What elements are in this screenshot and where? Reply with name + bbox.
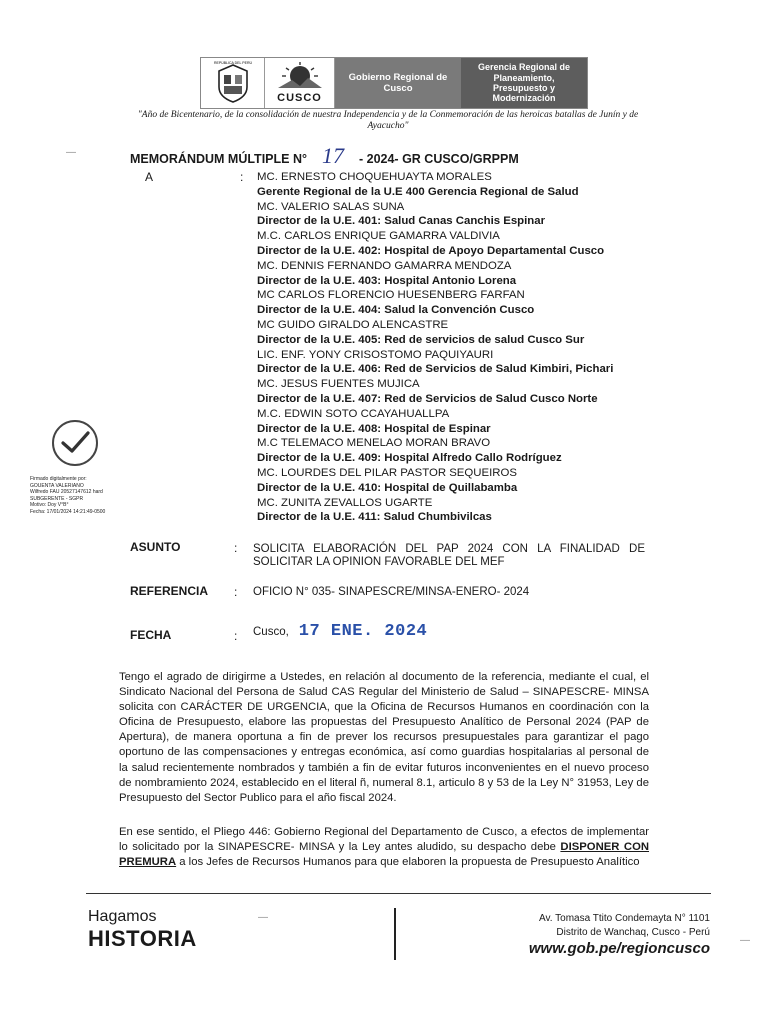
footer-address-line-1: Av. Tomasa Ttito Condemayta N° 1101 — [539, 913, 710, 924]
memo-suffix: - 2024- GR CUSCO/GRPPM — [358, 152, 519, 166]
fecha-date-stamp: 17 ENE. 2024 — [298, 622, 428, 641]
recipient-title: Director de la U.E. 406: Red de Servicios de Salud Kimbiri, Pichari — [257, 363, 614, 376]
recipient-title: Director de la U.E. 405: Red de servicios de salud Cusco Sur — [257, 333, 585, 346]
recipient-name: MC GUIDO GIRALDO ALENCASTRE — [257, 318, 449, 331]
footer-divider — [86, 893, 711, 894]
recipient-name: LIC. ENF. YONY CRISOSTOMO PAQUIYAURI — [257, 348, 494, 361]
stamp-line: GOUENTA VALERIANO — [30, 482, 84, 489]
fecha-colon: : — [234, 629, 238, 643]
fecha-label: FECHA — [130, 628, 172, 642]
footer-hagamos: Hagamos — [88, 908, 157, 925]
referencia-value: OFICIO N° 035- SINAPESCRE/MINSA-ENERO- 2024 — [253, 586, 530, 598]
footer-vertical-bar — [394, 908, 396, 960]
memo-title — [130, 143, 519, 169]
scan-mark: — — [258, 912, 268, 923]
recipient-name: M.C TELEMACO MENELAO MORAN BRAVO — [257, 437, 491, 450]
referencia-colon: : — [234, 585, 238, 599]
cusco-logo-text: CUSCO — [277, 92, 322, 104]
recipient-title: Director de la U.E. 404: Salud la Convención Cusco — [257, 304, 535, 317]
recipient-name: MC. DENNIS FERNANDO GAMARRA MENDOZA — [257, 259, 512, 272]
year-slogan: "Año de Bicentenario, de la consolidación de nuestra Independencia y de la Conmemoración de las heroicas batallas de Junín y de Ayacucho" — [137, 110, 639, 132]
recipient-title: Director de la U.E. 401: Salud Canas Canchis Espinar — [257, 215, 546, 228]
footer-address-line-2: Distrito de Wanchaq, Cusco - Perú — [556, 927, 710, 938]
stamp-line: Wilfredo FAU 20527147612 hard — [30, 489, 103, 496]
body-p2-end: a los Jefes de Recursos Humanos para que elaboren la propuesta de Presupuesto Analítico — [179, 856, 640, 869]
recipient-name: MC. ERNESTO CHOQUEHUAYTA MORALES — [257, 171, 492, 183]
recipient-name: M.C. EDWIN SOTO CCAYAHUALLPA — [257, 407, 450, 420]
asunto-label: ASUNTO — [130, 540, 181, 554]
stamp-line: Firmado digitalmente por: — [30, 476, 87, 482]
gerencia-label: Gerencia Regional de Planeamiento, Presupuesto y Modernización — [461, 58, 587, 108]
svg-text:REPÚBLICA DEL PERÚ: REPÚBLICA DEL PERÚ — [213, 61, 252, 65]
recipient-title: Director de la U.E. 408: Hospital de Espinar — [257, 422, 491, 435]
scan-mark: — — [66, 147, 76, 158]
referencia-label: REFERENCIA — [130, 584, 209, 598]
body-paragraph-2 — [119, 825, 649, 870]
recipient-name: MC. LOURDES DEL PILAR PASTOR SEQUEIROS — [257, 466, 517, 479]
recipient-title: Gerente Regional de la U.E 400 Gerencia Regional de Salud — [257, 185, 579, 198]
addressee-label: A — [145, 170, 154, 184]
body-p2-start: En ese sentido, el Pliego 446: Gobierno Regional del Departamento de Cusco, a efectos de implementar lo solicitado por la SINAPESCRE- MINSA y la Ley antes aludido, su despacho debe — [119, 826, 649, 854]
asunto-value: SOLICITA ELABORACIÓN DEL PAP 2024 CON LA FINALIDAD DE SOLICITAR LA OPINION FAVORABLE DEL MEF — [253, 543, 645, 568]
recipient-name: M.C. CARLOS ENRIQUE GAMARRA VALDIVIA — [257, 230, 500, 243]
signature-stamp-text — [30, 476, 120, 516]
fecha-value — [253, 622, 427, 641]
stamp-line: Fecha: 17/01/2024 14:21:49-0500 — [30, 508, 106, 515]
body-p2-emphasis: DISPONER CON PREMURA — [119, 841, 650, 869]
gobierno-regional-label: Gobierno Regional de Cusco — [335, 58, 461, 108]
recipient-list — [257, 170, 637, 525]
memo-number-handwritten: 17 — [321, 143, 344, 168]
fecha-city: Cusco, — [253, 626, 289, 638]
asunto-colon: : — [234, 541, 238, 555]
footer-website: www.gob.pe/regioncusco — [528, 940, 710, 957]
stamp-line: SUBGERENTE - SGPR — [30, 495, 84, 502]
recipient-title: Director de la U.E. 409: Hospital Alfredo Callo Rodríguez — [257, 452, 562, 465]
recipient-title: Director de la U.E. 411: Salud Chumbivilcas — [257, 511, 492, 524]
header-logo-band — [200, 57, 588, 109]
recipient-name: MC. ZUNITA ZEVALLOS UGARTE — [257, 496, 433, 509]
recipient-name: MC CARLOS FLORENCIO HUESENBERG FARFAN — [257, 289, 525, 302]
recipient-title: Director de la U.E. 410: Hospital de Quillabamba — [257, 481, 518, 494]
scan-mark: — — [740, 935, 750, 946]
recipient-title: Director de la U.E. 403: Hospital Antonio Lorena — [257, 274, 517, 287]
checkmark-icon — [52, 420, 98, 466]
recipient-title: Director de la U.E. 402: Hospital de Apoyo Departamental Cusco — [257, 244, 605, 257]
stamp-line: Motivo: Doy V°B° — [30, 502, 69, 509]
footer-historia: HISTORIA — [88, 926, 197, 951]
recipient-name: MC. JESUS FUENTES MUJICA — [257, 378, 420, 391]
digital-signature-stamp — [30, 420, 120, 516]
memo-prefix: MEMORÁNDUM MÚLTIPLE N° — [130, 152, 307, 166]
addressee-colon: : — [240, 170, 244, 184]
recipient-title: Director de la U.E. 407: Red de Servicios de Salud Cusco Norte — [257, 392, 598, 405]
cusco-region-logo — [265, 58, 335, 108]
recipient-name: MC. VALERIO SALAS SUNA — [257, 200, 405, 213]
peru-seal-logo — [201, 58, 265, 108]
body-paragraph-1: Tengo el agrado de dirigirme a Ustedes, en relación al documento de la referencia, mediante el cual, el Sindicato Nacional del Persona de Salud CAS Regular del Ministerio de Salud – SINAPESCRE- MINSA solicita con CARÁCTER DE URGENCIA, que la Oficina de Recursos Humanos en coordinación con la Oficina de Presupuesto, elabore las propuestas del Presupuesto Analítico de Personal 2024 (PAP de Apertura), de manera oportuna a fin de prever los recursos presupuestales para garantizar el pago oportuno de las compensaciones y entregas económica, así como guardias hospitalarias al personal de la salud recientemente nombrados y también a fin de evitar futuros inconvenientes en el nuevo proceso de nombramiento 2024, establecido en el literal ñ, numeral 8.1, articulo 8 y 53 de la Ley N° 31953, Ley de Presupuesto del Sector Publico para el año fiscal 2024. — [119, 671, 649, 804]
